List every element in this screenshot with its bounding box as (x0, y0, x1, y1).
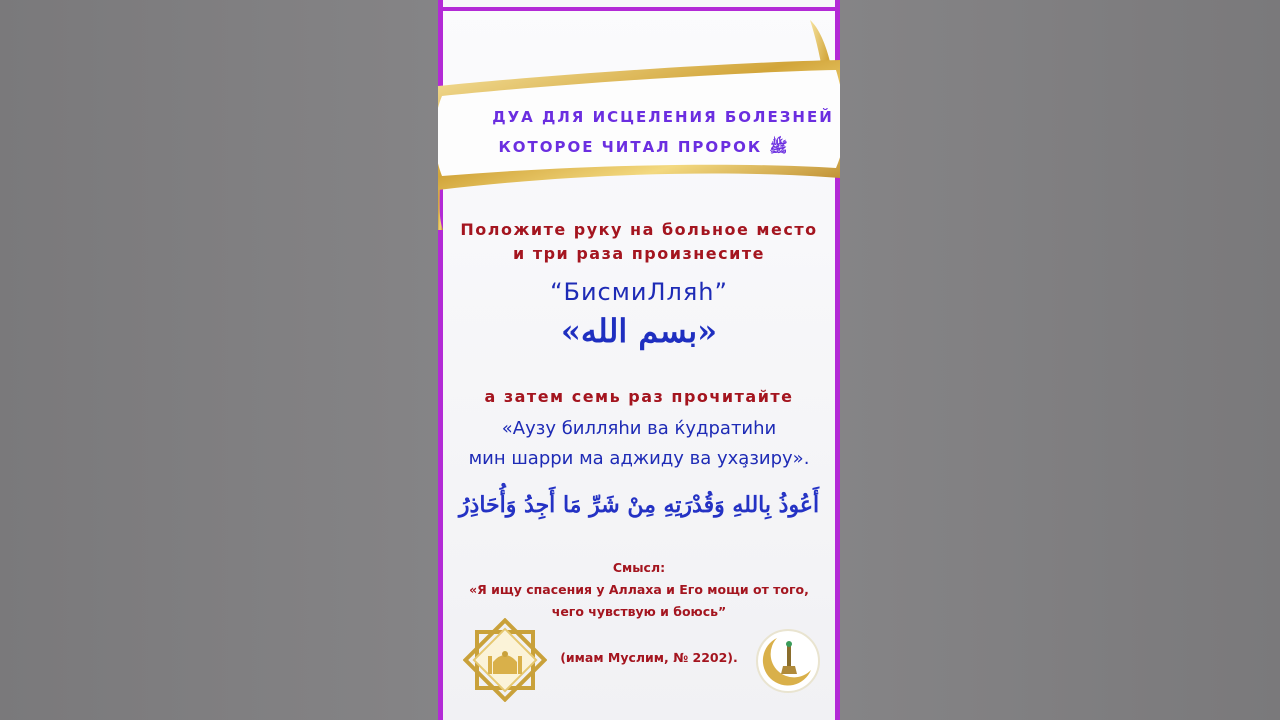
dua-arabic: أَعُوذُ بِاللهِ وَقُدْرَتِهِ مِنْ شَرِّ مَا أَجِدُ وَأُحَاذِرُ (458, 492, 820, 518)
dua-transliteration-line2: мин шарри ма аджиду ва уха̧зиру». (468, 448, 810, 469)
hadith-source: (имам Муслим, № 2202). (560, 650, 738, 665)
second-intro: а затем семь раз прочитайте (484, 387, 794, 406)
basmala-arabic: «بسم الله» (560, 312, 718, 350)
meaning-line1: «Я ищу спасения у Аллаха и Его мощи от того, (469, 582, 809, 597)
mosque-star-emblem-icon (463, 618, 547, 702)
dua-transliteration-line1: «Аузу билляһи ва ќудратиһи (501, 418, 777, 439)
banner-title-line2: КОТОРОЕ ЧИТАЛ ПРОРОК ﷺ (498, 138, 788, 156)
title-banner (443, 88, 843, 176)
meaning-label: Смысл: (612, 560, 666, 575)
instruction-line1: Положите руку на больное место (460, 220, 818, 239)
basmala-transliteration: “БисмиЛляһ” (550, 278, 728, 306)
meaning-line2: чего чувствую и боюсь” (551, 604, 727, 619)
content-card (438, 0, 840, 720)
banner-title-line1: ДУА ДЛЯ ИСЦЕЛЕНИЯ БОЛЕЗНЕЙ (492, 108, 834, 126)
instruction-line2: и три раза произнесите (513, 244, 765, 263)
crescent-mosque-logo-icon (755, 628, 821, 694)
